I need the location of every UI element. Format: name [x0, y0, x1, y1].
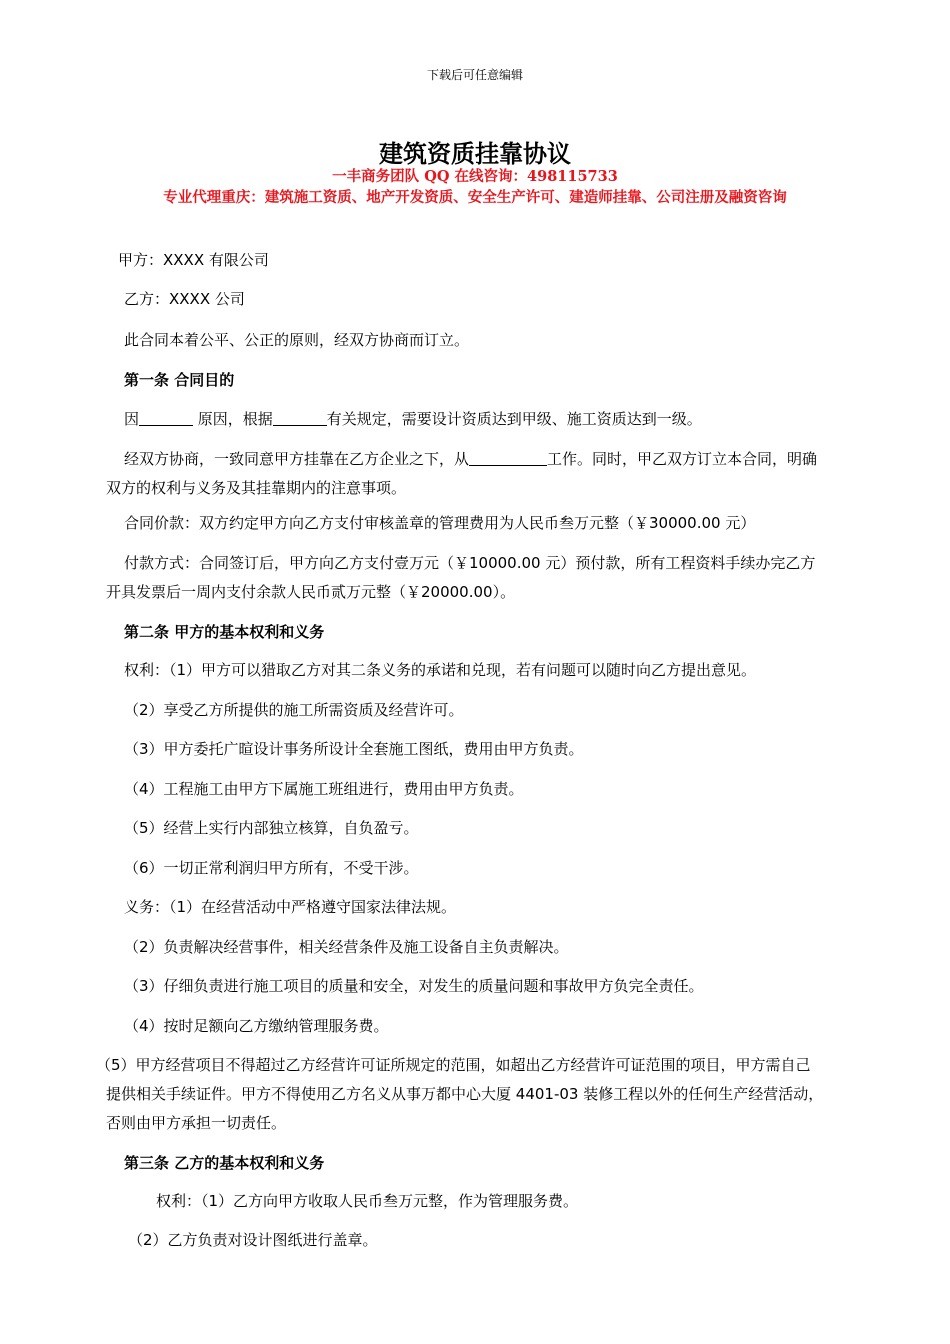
party-b-right-2: （2）乙方负责对设计图纸进行盖章。: [128, 1231, 378, 1249]
party-a-duty-4: （4）按时足额向乙方缴纳管理服务费。: [124, 1017, 389, 1035]
payment-line-2: 开具发票后一周内支付余款人民币贰万元整（￥20000.00）。: [106, 583, 516, 601]
party-a-duty-3: （3）仔细负责进行施工项目的质量和安全，对发生的质量问题和事故甲方负完全责任。: [124, 977, 704, 995]
party-a-right-4: （4）工程施工由甲方下属施工班组进行，费用由甲方负责。: [124, 780, 524, 798]
purpose-text-b: 原因，根据: [193, 410, 273, 428]
header-note: 下载后可任意编辑: [426, 68, 523, 82]
agreement-line-2: 双方的权利与义务及其挂靠期内的注意事项。: [106, 479, 407, 497]
party-a-duty-5-line-1: （5）甲方经营项目不得超过乙方经营许可证所规定的范围，如超出乙方经营许可证范围的项目，甲方需自己: [96, 1056, 811, 1074]
agreement-line-1: [124, 445, 817, 474]
purpose-text-c: 有关规定，需要设计资质达到甲级、施工资质达到一级。: [326, 410, 702, 428]
ad-line-contact: 一丰商务团队 QQ 在线咨询：498115733: [332, 168, 618, 185]
party-a: 甲方：XXXX 有限公司: [118, 251, 269, 269]
party-a-duty-5-line-3: 否则由甲方承担一切责任。: [106, 1114, 287, 1132]
party-b: 乙方：XXXX 公司: [124, 290, 245, 308]
party-a-duty-2: （2）负责解决经营事件，相关经营条件及施工设备自主负责解决。: [124, 938, 569, 956]
party-a-right-3: （3）甲方委托广暄设计事务所设计全套施工图纸，费用由甲方负责。: [124, 740, 584, 758]
blank-line: [139, 409, 193, 426]
party-a-right-1: 权利：（1）甲方可以猎取乙方对其二条义务的承诺和兑现，若有问题可以随时向乙方提出意见。: [124, 661, 757, 679]
party-b-right-1: 权利：（1）乙方向甲方收取人民币叁万元整，作为管理服务费。: [156, 1192, 579, 1210]
agreement-text-a: 经双方协商，一致同意甲方挂靠在乙方企业之下，从: [124, 450, 470, 468]
party-a-right-5: （5）经营上实行内部独立核算，自负盈亏。: [124, 819, 419, 837]
article-1-heading: 第一条 合同目的: [124, 371, 235, 389]
article-3-heading: 第三条 乙方的基本权利和义务: [124, 1154, 325, 1172]
intro-paragraph: 此合同本着公平、公正的原则，经双方协商而订立。: [124, 331, 470, 349]
document-title: 建筑资质挂靠协议: [379, 139, 571, 168]
payment-line-1: 付款方式：合同签订后，甲方向乙方支付壹万元（￥10000.00 元）预付款，所有工程资料手续办完乙方: [124, 554, 816, 572]
ad-line-services: 专业代理重庆：建筑施工资质、地产开发资质、安全生产许可、建造师挂靠、公司注册及融资咨询: [163, 190, 787, 206]
party-a-duty-5-line-2: 提供相关手续证件。甲方不得使用乙方名义从事万都中心大厦 4401-03 装修工程以外的任何生产经营活动，: [106, 1085, 824, 1103]
article-1-purpose: [124, 405, 702, 434]
party-a-duty-1: 义务：（1）在经营活动中严格遵守国家法律法规。: [124, 898, 457, 916]
party-a-right-6: （6）一切正常利润归甲方所有，不受干涉。: [124, 859, 419, 877]
blank-line: [469, 449, 547, 466]
article-2-heading: 第二条 甲方的基本权利和义务: [124, 623, 325, 641]
agreement-text-b: 工作。同时，甲乙双方订立本合同，明确: [547, 450, 818, 468]
contract-price: 合同价款：双方约定甲方向乙方支付审核盖章的管理费用为人民币叁万元整（￥30000.00 元）: [124, 514, 756, 532]
blank-line: [273, 409, 327, 426]
party-a-right-2: （2）享受乙方所提供的施工所需资质及经营许可。: [124, 701, 464, 719]
purpose-text-a: 因: [124, 410, 140, 428]
